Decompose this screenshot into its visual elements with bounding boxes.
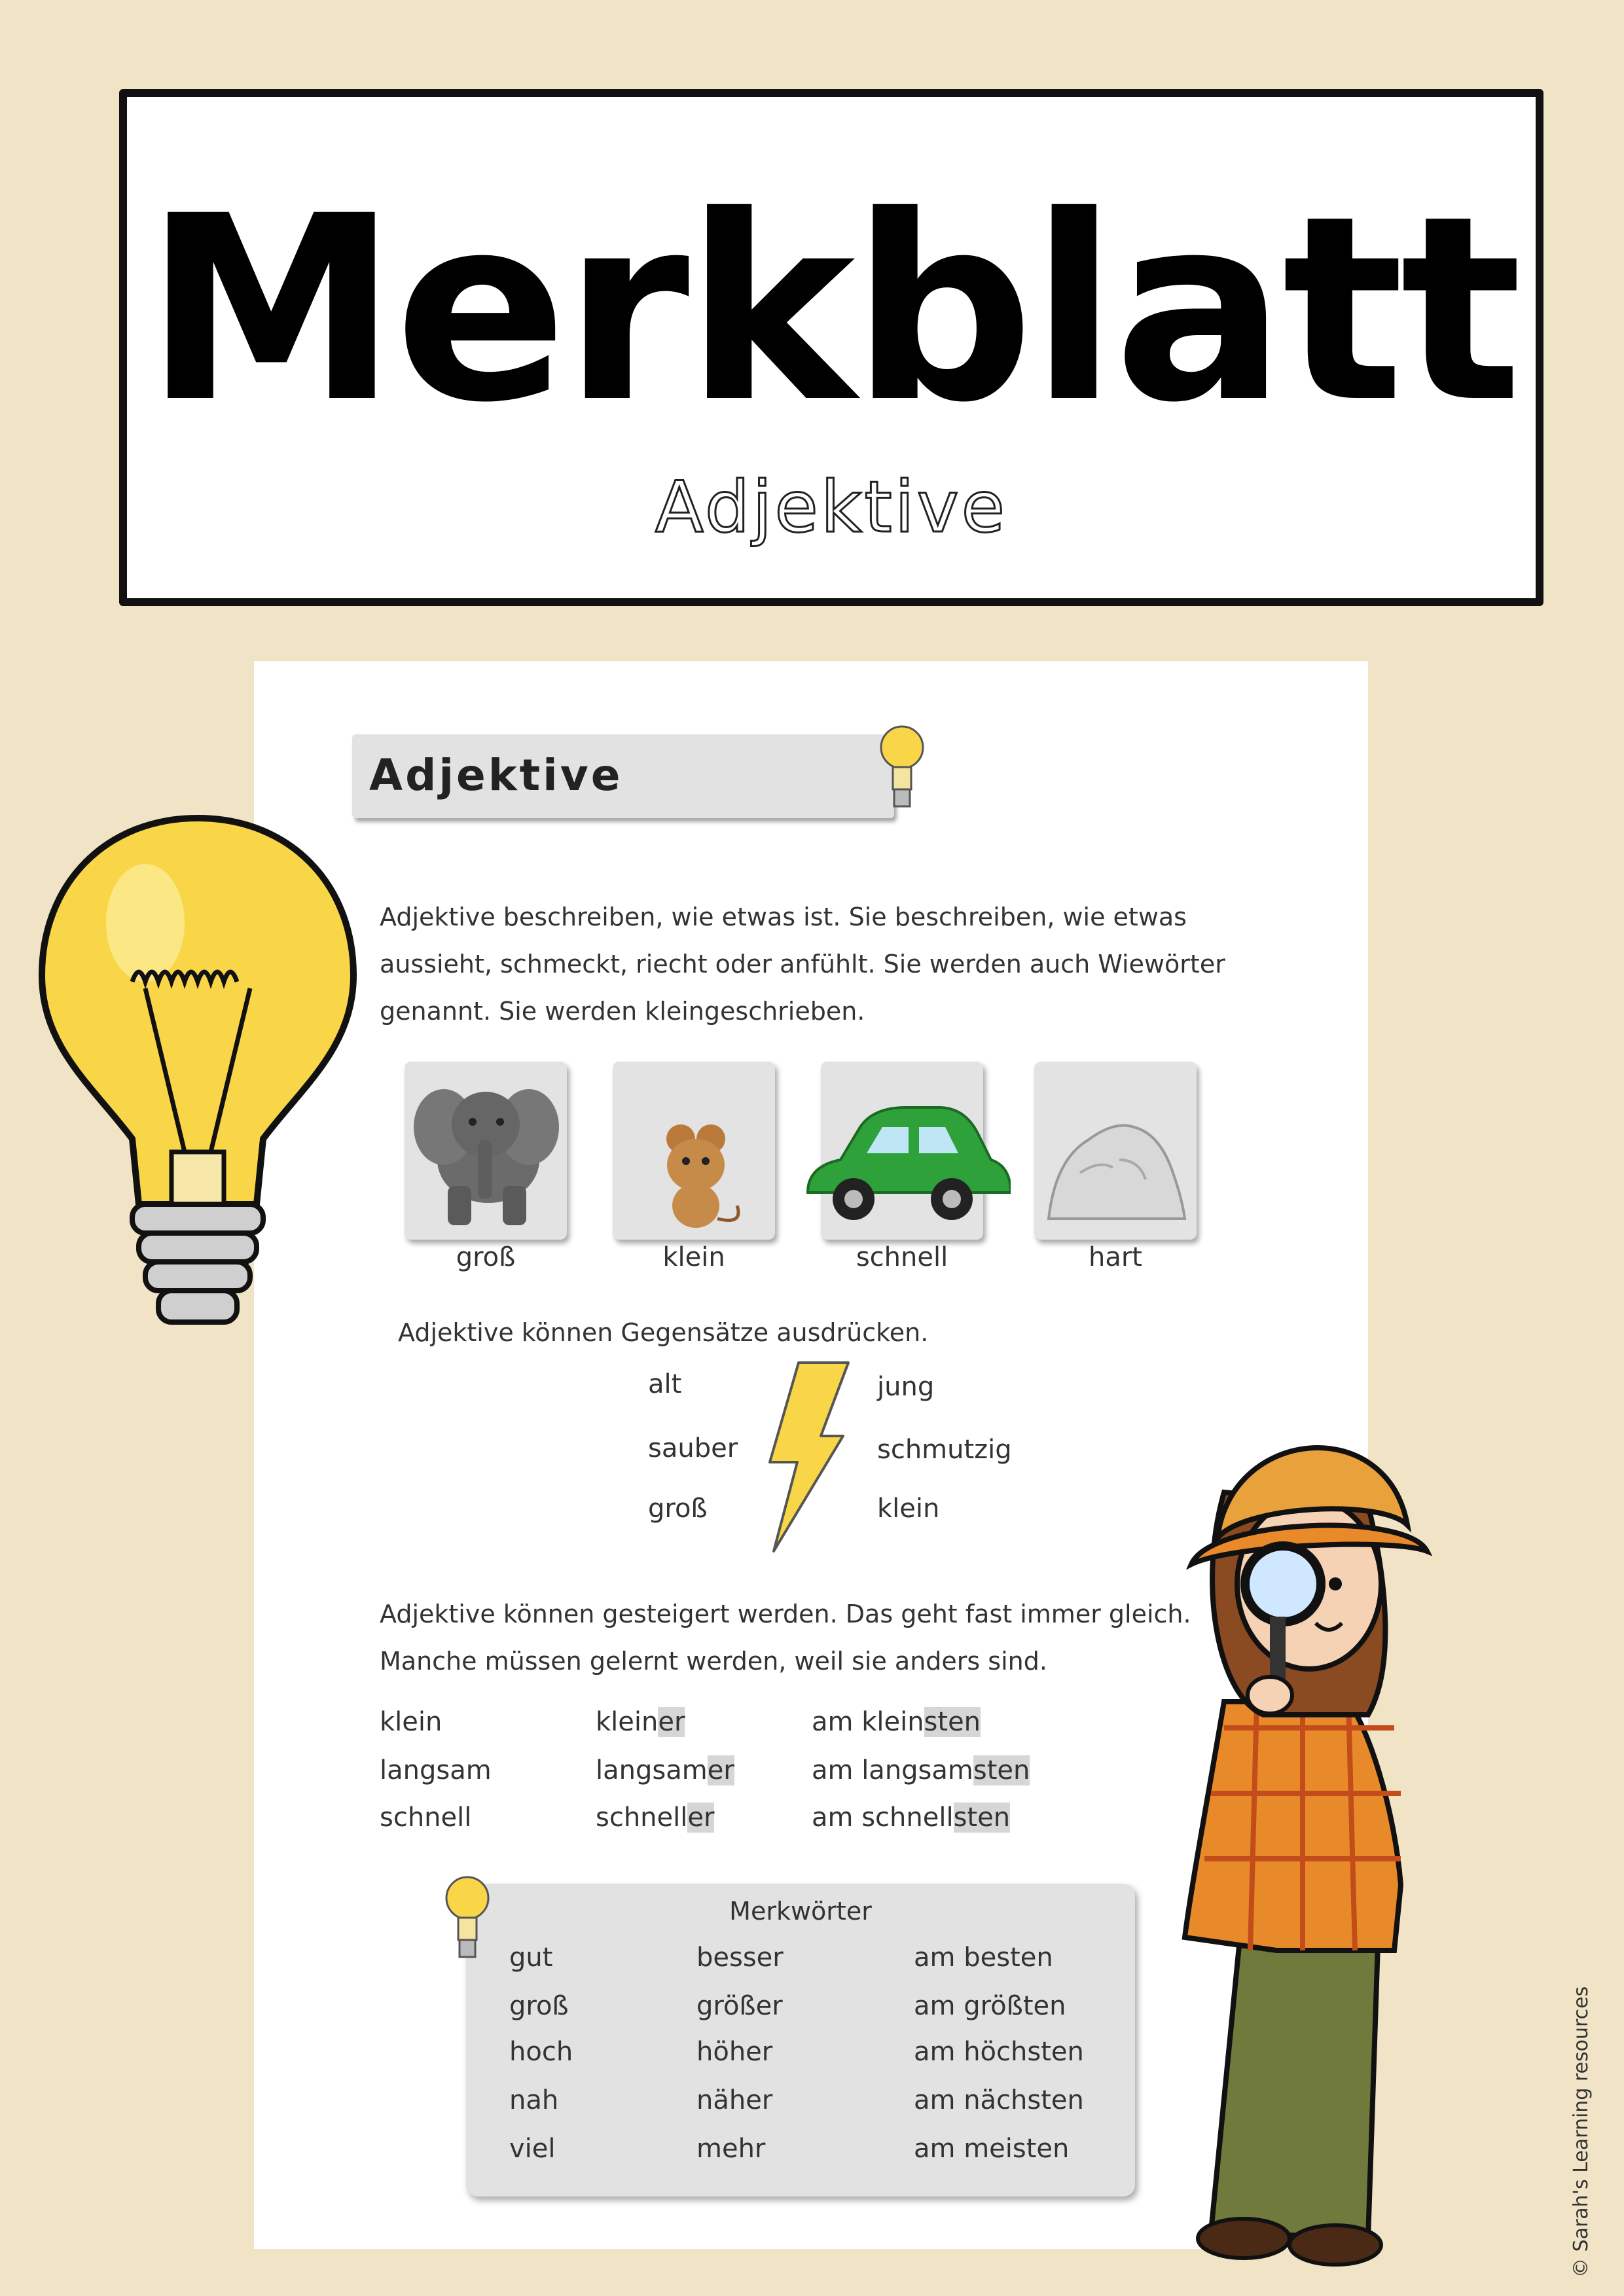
merk-word: näher [696,2085,773,2115]
tile-rock [1034,1062,1197,1240]
detective-girl-illustration [1172,1388,1499,2278]
mouse-icon [613,1062,775,1240]
merk-word: nah [509,2085,559,2115]
title-box [119,89,1543,606]
comparison-intro: Adjektive können gesteigert werden. Das geht fast immer gleich. Manche müssen gelernt werden, weil sie anders sind. [380,1600,1191,1676]
ending-highlight: er [658,1707,685,1737]
merk-bulb-icon [441,1871,494,1969]
small-bulb-icon [876,720,928,818]
merk-word: höher [696,2037,773,2067]
positive-form: schnell [380,1803,472,1833]
elephant-icon [405,1062,567,1240]
opposite-left: sauber [648,1433,738,1463]
light-bulb-icon [34,812,361,1361]
ending-highlight: er [687,1803,715,1833]
opposite-right: schmutzig [877,1435,1012,1465]
car-icon [795,1062,1011,1240]
superlative-form: am langsamsten [812,1755,1030,1785]
merk-word: am größten [914,1991,1066,2021]
comparative-form: langsamer [596,1755,734,1785]
lightning-icon [759,1359,851,1555]
merk-word: mehr [696,2134,766,2164]
ending-highlight: sten [924,1707,981,1737]
ending-highlight: sten [973,1755,1030,1785]
ending-highlight: er [707,1755,734,1785]
merk-word: gut [509,1943,553,1973]
opposite-right: jung [877,1372,935,1402]
comparative-form: kleiner [596,1707,685,1737]
tile-label: groß [456,1242,516,1272]
positive-form: langsam [380,1755,492,1785]
merkwoerter-box [466,1884,1135,2197]
page-title: Merkblatt [144,161,1519,458]
merk-word: groß [509,1991,569,2021]
opposite-left: alt [648,1369,682,1399]
merk-word: am nächsten [914,2085,1084,2115]
intro-paragraph: Adjektive beschreiben, wie etwas ist. Sie beschreiben, wie etwas aussieht, schmeckt, riecht oder anfühlt. Sie werden auch Wiewörter genannt. Sie werden kleingeschrieben. [380,903,1225,1026]
merk-word: besser [696,1943,784,1973]
merk-word: am besten [914,1943,1053,1973]
opposite-right: klein [877,1494,940,1524]
page-subtitle: Adjektive [655,467,1008,548]
superlative-form: am kleinsten [812,1707,981,1737]
sheet-heading: Adjektive [369,750,623,800]
tile-label: schnell [856,1242,948,1272]
opposites-intro: Adjektive können Gegensätze ausdrücken. [398,1318,929,1347]
credit-text: © Sarah's Learning resources [1570,1986,1593,2278]
opposite-left: groß [648,1494,708,1524]
positive-form: klein [380,1707,442,1737]
tile-label: klein [662,1242,725,1272]
merk-word: am meisten [914,2134,1070,2164]
tile-car [821,1062,983,1240]
merkwoerter-title: Merkwörter [729,1897,872,1926]
ending-highlight: sten [953,1803,1011,1833]
comparative-form: schneller [596,1803,715,1833]
tile-mouse [613,1062,775,1240]
tile-label: hart [1089,1242,1142,1272]
merk-word: viel [509,2134,556,2164]
tile-elephant [405,1062,567,1240]
superlative-form: am schnellsten [812,1803,1011,1833]
merk-word: hoch [509,2037,573,2067]
merk-word: am höchsten [914,2037,1084,2067]
merk-word: größer [696,1991,783,2021]
rock-icon [1034,1062,1197,1240]
heading-bar [352,734,894,818]
